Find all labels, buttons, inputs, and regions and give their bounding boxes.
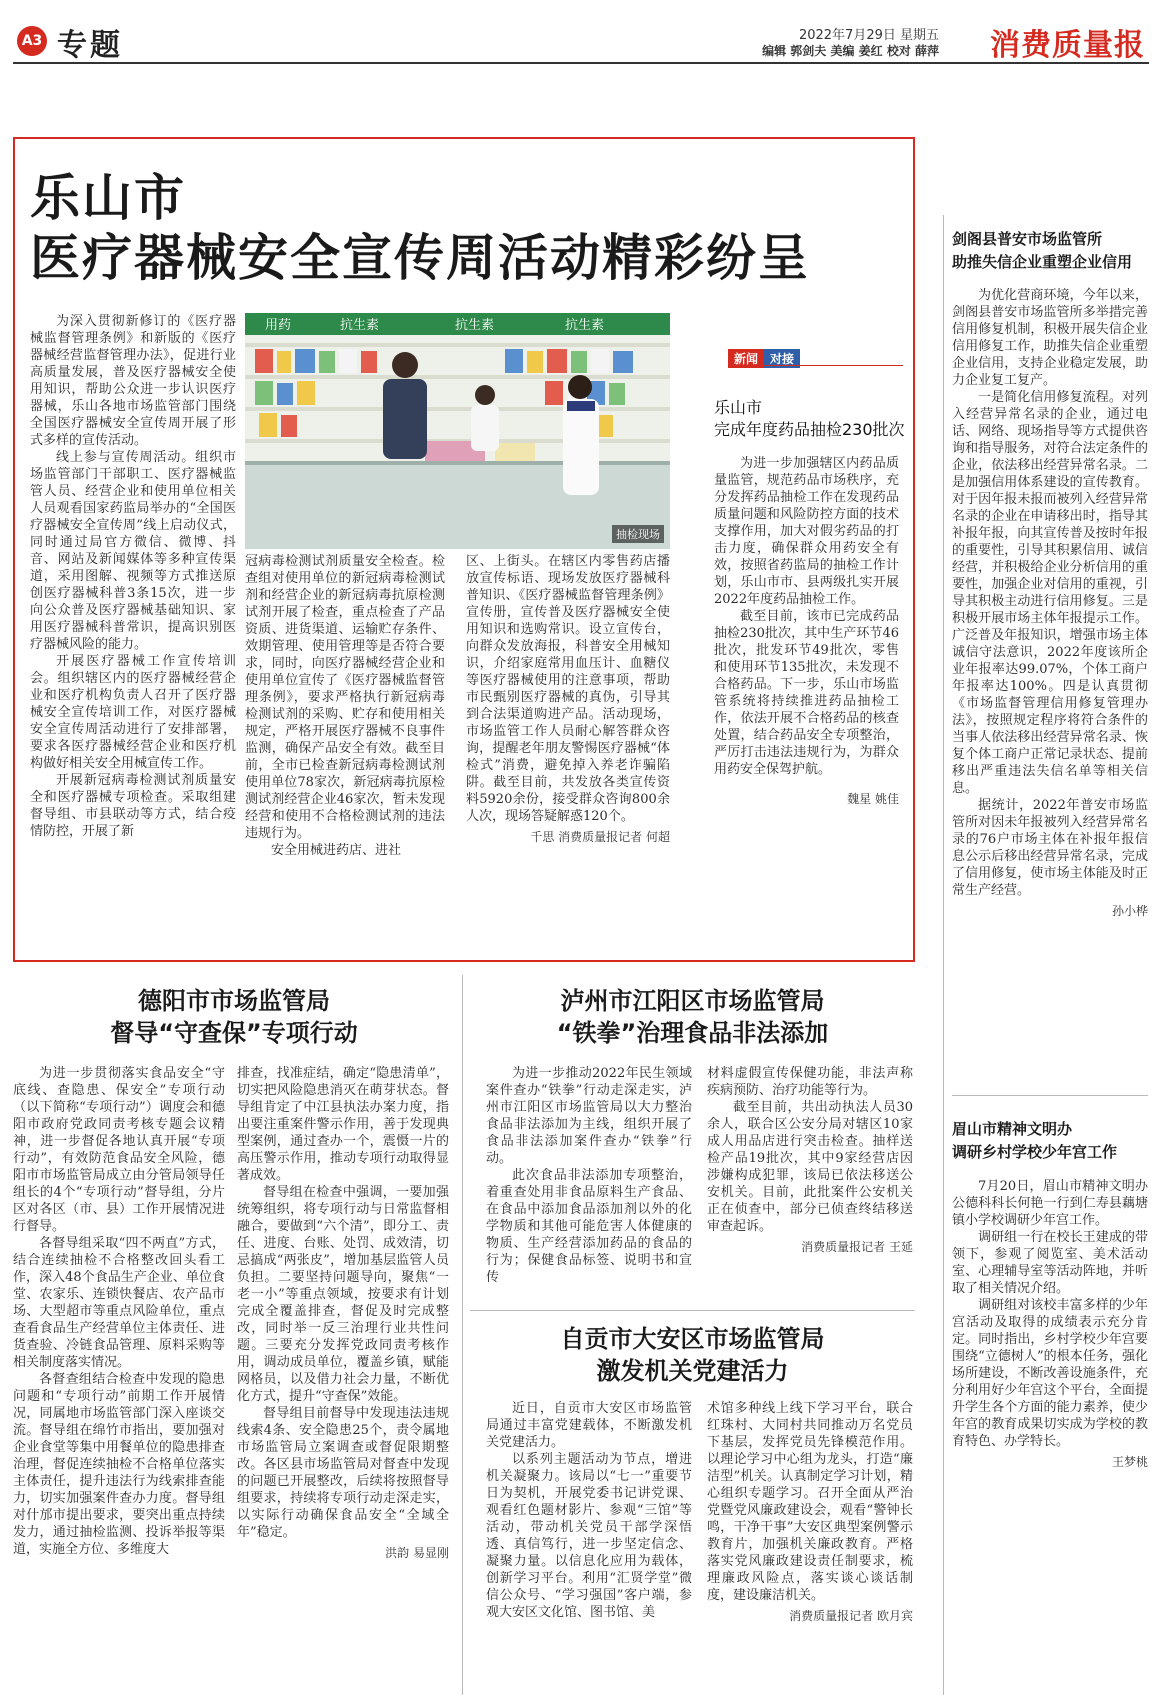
photo-illustration xyxy=(245,313,670,549)
deyang-byline: 洪韵 易显刚 xyxy=(385,1546,449,1560)
newspaper-name: 消费质量报 xyxy=(990,28,1145,63)
photo-caption: 抽检现场 xyxy=(612,525,664,543)
right-rail-divider xyxy=(943,215,944,1695)
paragraph: 排查，找准症结，确定“隐患清单”，切实把风险隐患消灭在萌芽状态。督导组肯定了中江县执法办案力度，指出要注重案件警示作用，善于发现典型案例，通过查办一个，震慑一片的高压警示作用，推动专项行动取得显著成效。 xyxy=(237,1066,449,1183)
news-pair-rule xyxy=(728,365,903,366)
news-pair-body xyxy=(714,455,899,900)
news-pair-headline xyxy=(714,397,905,441)
paragraph: 材料虚假宣传保健功能，非法声称疾病预防、治疗功能等行为。 xyxy=(707,1066,913,1098)
luzhou-byline: 消费质量报记者 王延 xyxy=(801,1240,913,1254)
feature-byline: 千思 消费质量报记者 何超 xyxy=(530,830,670,844)
paragraph: 调研组对该校丰富多样的少年宫活动及取得的成绩表示充分肯定。同时指出，乡村学校少年宫要围绕“立德树人”的根本任务，强化场所建设，不断改善设施条件，充分利用好少年宫这个平台，全面提升学生各个方面的能力素养，使少年宫的教育成果切实成为学校的教育特色、办学特长。 xyxy=(952,1298,1148,1449)
connect-tag: 对接 xyxy=(764,349,800,368)
jiange-headline-line2: 助推失信企业重塑企业信用 xyxy=(952,253,1133,271)
column-divider xyxy=(462,975,463,1695)
paragraph: 此次食品非法添加专项整治，着重查处用非食品原料生产食品、在食品中添加食品添加剂以外的化学物质和其他可能危害人体健康的物质、生产经营添加药品的食品的行为；保健食品标签、说明书和宣传 xyxy=(486,1168,692,1285)
zigong-headline xyxy=(470,1323,915,1387)
zigong-headline-line2: 激发机关党建活力 xyxy=(596,1357,789,1385)
paragraph: 7月20日，眉山市精神文明办公德科科长何艳一行到仁寿县藕塘镇小学校调研少年宫工作。 xyxy=(952,1179,1148,1228)
photo-sign-4: 抗生素 xyxy=(565,318,605,333)
paragraph: 督导组在检查中强调，一要加强统筹组织，将专项行动与日常监督相融合，要做到“六个清”，即分工、责任、进度、台账、处罚、成效清，切忌搞成“两张皮”，增加基层监管人员负担。二要坚持问题导向，聚焦“一老一小”等重点领域，按要求有计划完成全覆盖排查，督促及时完成整改，同时举一反三治理行业共性问题。三要充分发挥党政同责考核作用，调动成员单位，覆盖乡镇，赋能网格员，以及借力社会力量，不断优化方式，提升“守查保”效能。 xyxy=(237,1185,449,1404)
news-pair-headline-line2: 完成年度药品抽检230批次 xyxy=(714,420,905,439)
photo-sign-3: 抗生素 xyxy=(455,318,495,333)
editorial-staff: 编辑 郭剑夫 美编 姜红 校对 薛萍 xyxy=(762,44,939,58)
jiange-headline xyxy=(952,228,1152,274)
paragraph: 为进一步推动2022年民生领域案件查办“铁拳”行动走深走实，泸州市江阳区市场监管局以大力整治食品非法添加为主线，组织开展了食品非法添加案件查办“铁拳”行动。 xyxy=(486,1066,692,1166)
paragraph: 线上参与宣传周活动。组织市场监管部门干部职工、医疗器械监管人员、经营企业和使用单位相关人员观看国家药监局举办的“全国医疗器械安全宣传周”线上启动仪式，同时通过局官方微信、微博、抖音、网站及新闻媒体等多种宣传渠道，采用图解、视频等方式推送原创医疗器械科普3条15次，进一步向公众普及医疗器械基础知识、家用医疗器械科普常识，提高识别医疗器械风险的能力。 xyxy=(30,450,236,652)
feature-column-3 xyxy=(466,553,670,953)
paragraph: 开展新冠病毒检测试剂质量安全和医疗器械专项检查。采取组建督导组、市县联动等方式，结合疫情防控，开展了新 xyxy=(30,773,236,839)
news-pair-headline-line1: 乐山市 xyxy=(714,398,763,417)
paragraph: 安全用械进药店、进社 xyxy=(271,843,402,858)
luzhou-column-2 xyxy=(707,1065,913,1297)
jiange-byline: 孙小桦 xyxy=(1111,904,1148,918)
paragraph: 区、上街头。在辖区内零售药店播放宣传标语、现场发放医疗器械科普知识、《医疗器械监督管理条例》宣传册，宣传普及医疗器械安全使用知识和选购常识。设立宣传台，向群众发放海报，科普安全用械知识，介绍家庭常用血压计、血糖仪等医疗器械使用的注意事项，帮助市民甄别医疗器械的真伪，引导其到合法渠道购进产品。活动现场，市场监管工作人员耐心解答群众咨询，提醒老年朋友警惕医疗器械“体检式”消费，避免掉入养老诈骗陷阱。截至目前，共发放各类宣传资料5920余份，接受群众咨询800余人次，现场答疑解惑120个。 xyxy=(466,554,670,824)
section-separator xyxy=(470,1310,915,1311)
page-number-badge: A3 xyxy=(17,26,47,56)
meishan-body xyxy=(952,1178,1148,1698)
zigong-column-1 xyxy=(486,1400,692,1700)
feature-headline xyxy=(30,168,810,288)
deyang-column-1 xyxy=(13,1065,225,1699)
paragraph: 近日，自贡市大安区市场监管局通过丰富党建载体，不断激发机关党建活力。 xyxy=(486,1401,692,1450)
paragraph: 截至目前，该市已完成药品抽检230批次，其中生产环节46批次，批发环节49批次，零售和使用环节135批次，未发现不合格药品。下一步，乐山市场监管系统将持续推进药品抽检工作，依法开展不合格药品的核查处置，结合药品安全专项整治，严厉打击违法违规行为，为群众用药安全保驾护航。 xyxy=(714,609,899,777)
luzhou-column-1 xyxy=(486,1065,692,1297)
luzhou-headline-line1: 泸州市江阳区市场监管局 xyxy=(560,987,825,1015)
meishan-headline xyxy=(952,1118,1152,1164)
paragraph: 各督导组采取“四不两直”方式，结合连续抽检不合格整改回头看工作，深入48个食品生产企业、单位食堂、农家乐、连锁快餐店、农产品市场、大型超市等重点风险单位，重点查看食品生产经营单位主体责任、进货查验、冷链食品管理、原料采购等相关制度落实情况。 xyxy=(13,1236,225,1370)
news-pair-byline: 魏星 姚佳 xyxy=(847,792,899,806)
paragraph: 调研组一行在校长王建成的带领下，参观了阅览室、美术活动室、心理辅导室等活动阵地，并听取了相关情况介绍。 xyxy=(952,1230,1148,1296)
paragraph: 为优化营商环境，今年以来，剑阁县普安市场监管所多举措完善信用修复机制，积极开展失信企业信用修复工作，助推失信企业重塑企业信用，支持企业稳定发展，助力企业复工复产。 xyxy=(952,288,1148,388)
paragraph: 为进一步贯彻落实食品安全“守底线、查隐患、保安全”专项行动（以下简称“专项行动”）调度会和德阳市政府党政同责考核专题会议精神，进一步督促各地认真开展“专项行动”，有效防范食品安全风险，德阳市市场监管局成立由分管局领导任组长的4个“专项行动”督导组，分片区对各区（市、县）工作开展情况进行督导。 xyxy=(13,1066,225,1234)
feature-headline-line1: 乐山市 xyxy=(30,169,186,227)
paragraph: 为进一步加强辖区内药品质量监管，规范药品市场秩序，充分发挥药品抽检工作在发现药品质量问题和风险防控方面的技术支撑作用，加大对假劣药品的打击力度，确保群众用药安全有效，按照省药监局的抽检工作计划，乐山市市、县两级扎实开展2022年度药品抽检工作。 xyxy=(714,456,899,607)
jiange-body xyxy=(952,287,1148,1065)
feature-headline-line2: 医疗器械安全宣传周活动精彩纷呈 xyxy=(30,229,810,287)
paragraph: 各督查组结合检查中发现的隐患问题和“专项行动”前期工作开展情况，同属地市场监管部门深入座谈交流。督导组在绵竹市指出，要加强对企业食堂等集中用餐单位的隐患排查治理，督促连续抽检不合格单位落实主体责任，提升违法行为线索排查能力，切实加强案件查办力度。督导组对什邡市提出要求，要突出重点持续发力，通过抽检监测、投诉举报等渠道，实施全方位、多维度大 xyxy=(13,1372,225,1557)
paragraph: 据统计，2022年普安市场监管所对因未年报被列入经营异常名录的76户市场主体在补报年报信息公示后移出经营异常名录，完成了信用修复，使市场主体能及时正常生产经营。 xyxy=(952,798,1148,898)
deyang-column-2 xyxy=(237,1065,449,1699)
zigong-headline-line1: 自贡市大安区市场监管局 xyxy=(560,1325,825,1353)
paragraph: 一是简化信用修复流程。对列入经营异常名录的企业，通过电话、网络、现场指导等方式提供咨询和指导服务，对符合法定条件的企业，依法移出经营异常名录。二是加强信用体系建设的宣传教育。对于因年报未报而被列入经营异常名录的企业在申请移出时，指导其补报年报，向其宣传普及按时年报的重要性，引导其积累信用、诚信经营，并积极给企业分析信用的重要性，加强企业对信用的重视，引导其积极主动进行信用修复。三是积极开展市场主体年报提示工作。广泛普及年报知识，增强市场主体诚信守法意识，2022年度该所企业年报率达99.07%，个体工商户年报率达100%。四是认真贯彻《市场监督管理信用修复管理办法》，按照规定程序将符合条件的当事人依法移出经营异常名录、恢复个体工商户正常记录状态、提前移出严重违法失信名单等相关信息。 xyxy=(952,390,1148,796)
paragraph: 以系列主题活动为节点，增进机关凝聚力。该局以“七一”重要节日为契机，开展党委书记讲党课、观看红色题材影片、参观“三馆”等活动，带动机关党员干部学深悟透、真信笃行，进一步坚定信念、凝聚力量。以信息化应用为载体，创新学习平台。利用“汇贤学堂”微信公众号、“学习强国”客户端，参观大安区文化馆、图书馆、美 xyxy=(486,1452,692,1620)
masthead xyxy=(13,14,1149,64)
feature-column-1 xyxy=(30,313,236,954)
photo-sign-2: 抗生素 xyxy=(340,318,380,333)
section-title: 专题 xyxy=(57,28,123,63)
photo-sign-1: 用药 xyxy=(265,318,292,333)
deyang-headline-line1: 德阳市市场监管局 xyxy=(138,987,330,1015)
paragraph: 术馆多种线上线下学习平台，联合红珠村、大同村共同推动万名党员下基层，发挥党员先锋模范作用。以理论学习中心组为龙头，打造“廉洁型”机关。认真制定学习计划，精心组织专题学习。召开全面从严治党暨党风廉政建设会，观看“警钟长鸣，干净干事”大安区典型案例警示教育片，加强机关廉政教育。严格落实党风廉政建设责任制要求，梳理廉政风险点，落实谈心谈话制度，建设廉洁机关。 xyxy=(707,1401,913,1603)
paragraph: 督导组目前督导中发现违法违规线索4条、安全隐患25个，责令属地市场监管局立案调查或督促限期整改。各区县市场监管局对督查中发现的问题已开展整改，后续将按照督导组要求，持续将专项行动走深走实，以实际行动确保食品安全“全域全年”稳定。 xyxy=(237,1406,449,1540)
jiange-headline-line1: 剑阁县普安市场监管所 xyxy=(952,230,1103,248)
zigong-byline: 消费质量报记者 欧月宾 xyxy=(789,1609,913,1623)
luzhou-headline-line2: “铁拳”治理食品非法添加 xyxy=(556,1019,829,1047)
issue-date: 2022年7月29日 星期五 xyxy=(798,28,939,43)
pharmacy-inspection-photo xyxy=(245,313,670,549)
right-rail-separator xyxy=(952,1095,1148,1096)
paragraph: 开展医疗器械工作宣传培训会。组织辖区内的医疗器械经营企业和医疗机构负责人召开了医疗器械安全宣传培训工作，对医疗器械安全宣传周活动进行了安排部署，要求各医疗器械经营企业和医疗机构做好相关安全用械宣传工作。 xyxy=(30,654,236,771)
deyang-headline-line2: 督导“守查保”专项行动 xyxy=(110,1019,358,1047)
paragraph: 为深入贯彻新修订的《医疗器械监督管理条例》和新版的《医疗器械经营监督管理办法》，促进行业高质量发展，普及医疗器械安全使用知识，帮助公众进一步认识医疗器械，乐山各地市场监管部门围绕全国医疗器械安全宣传周开展了形式多样的宣传活动。 xyxy=(30,314,236,448)
meishan-headline-line2: 调研乡村学校少年宫工作 xyxy=(952,1143,1118,1161)
deyang-headline xyxy=(13,985,455,1049)
feature-column-2 xyxy=(245,553,445,935)
luzhou-headline xyxy=(470,985,915,1049)
meishan-headline-line1: 眉山市精神文明办 xyxy=(952,1120,1073,1138)
paragraph: 截至目前，共出动执法人员30余人，联合区公安分局对辖区10家成人用品店进行突击检查。抽样送检产品19批次，其中9家经营店因涉嫌构成犯罪，该局已依法移送公安机关。目前，此批案件公安机关正在侦查中，部分已侦查终结移送审查起诉。 xyxy=(707,1100,913,1234)
zigong-column-2 xyxy=(707,1400,913,1700)
paragraph: 冠病毒检测试剂质量安全检查。检查组对使用单位的新冠病毒检测试剂和经营企业的新冠病毒抗原检测试剂开展了检查，重点检查了产品资质、进货渠道、运输贮存条件、效期管理、使用管理等是否符合要求，同时，向医疗器械经营企业和使用单位宣传了《医疗器械监督管理条例》，要求严格执行新冠病毒检测试剂的采购、贮存和使用相关规定，严格开展医疗器械不良事件监测，确保产品安全有效。截至目前，全市已检查新冠病毒检测试剂使用单位78家次，新冠病毒抗原检测试剂经营企业46家次，暂未发现经营和使用不合格检测试剂的违法违规行为。 xyxy=(245,554,445,841)
news-tag: 新闻 xyxy=(728,349,764,368)
meishan-byline: 王梦桃 xyxy=(1111,1455,1148,1469)
